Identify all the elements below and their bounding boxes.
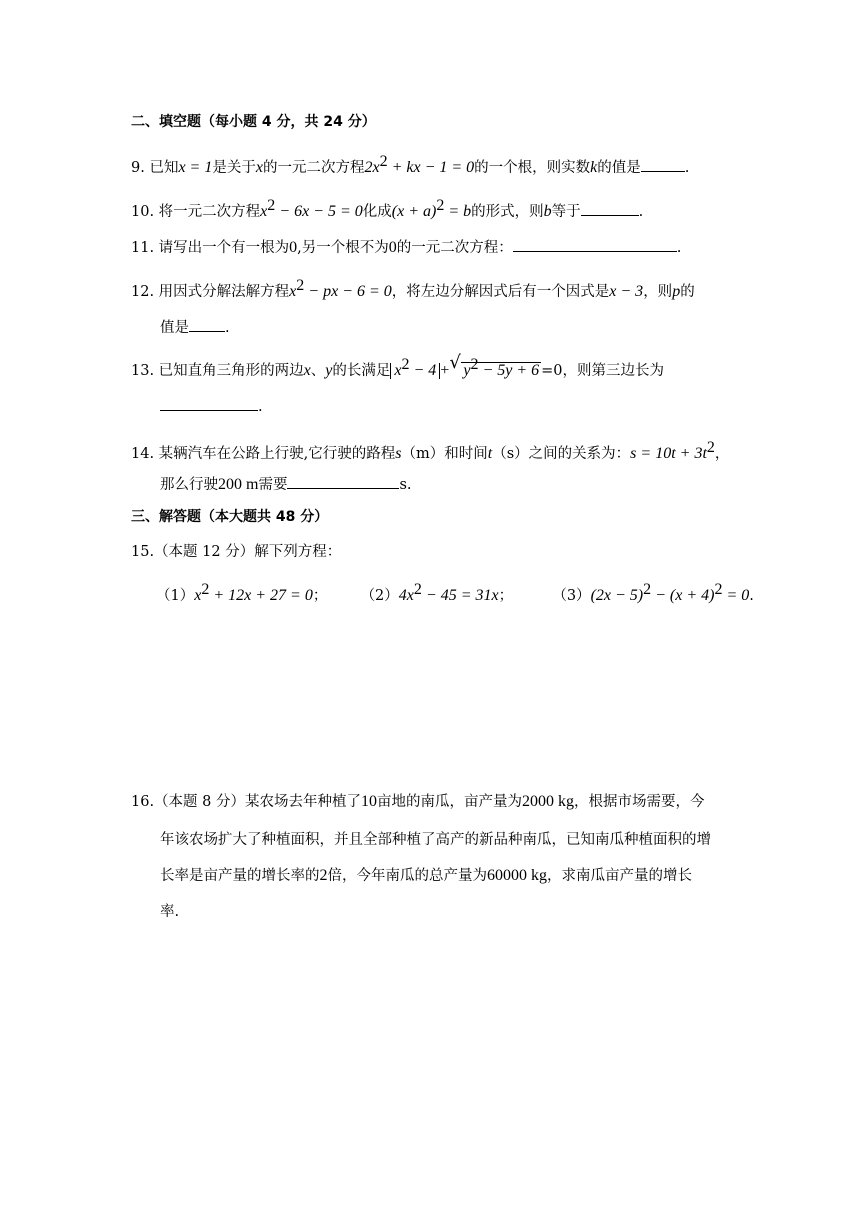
- square-root-expression: √ $y^2 - 5y + 6$: [449, 352, 540, 379]
- answer-blank[interactable]: [160, 395, 258, 411]
- answer-blank[interactable]: [513, 236, 677, 252]
- question-10: 10. 将一元二次方程$x^2 - 6x - 5 = 0$化成$(x + a)^2 = b$的形式，则b等于 .: [131, 197, 644, 220]
- absolute-value-expression: $x^2 - 4$: [390, 363, 440, 379]
- question-11: 11. 请写出一个有一根为0,另一个根不为0的一元二次方程： .: [131, 236, 681, 258]
- question-16-line-4: 率.: [160, 904, 180, 920]
- answer-blank[interactable]: [641, 156, 685, 172]
- answer-blank[interactable]: [287, 473, 399, 489]
- question-number: 10.: [131, 204, 155, 220]
- question-number: 13.: [131, 363, 155, 379]
- question-14-continuation: 那么行驶200 m需要 s.: [160, 473, 412, 495]
- answer-blank[interactable]: [189, 316, 225, 332]
- question-13: 13. 已知直角三角形的两边x、y的长满足 $x^2 - 4$ + √ $y^2 - 5y + 6 =0$，则第三边长为: [131, 352, 665, 379]
- question-16-line-2: 年该农场扩大了种植面积，并且全部种植了高产的新品种南瓜，已知南瓜种植面积的增: [160, 832, 711, 848]
- question-13-continuation: .: [160, 395, 263, 417]
- question-number: 11.: [131, 240, 155, 256]
- question-16-line-3: 长率是亩产量的增长率的2倍，今年南瓜的总产量为60000 kg，求南瓜亩产量的增长: [160, 867, 692, 884]
- question-14: 14. 某辆汽车在公路上行驶,它行驶的路程s（m）和时间t（s）之间的关系为：$s = 10t + 3t^2$，: [131, 439, 730, 462]
- question-9: 9. 已知x = 1是关于x的一元二次方程$2x^2$ + kx − 1 = 0的一个根，则实数k的值是 .: [131, 153, 690, 176]
- radical-icon: √: [449, 352, 461, 373]
- question-16: 16.（本题 8 分）某农场去年种植了10亩地的南瓜，亩产量为2000 kg，根据市场需要，今: [131, 793, 705, 810]
- question-12: 12. 用因式分解法解方程$x^2$ − px − 6 = 0，将左边分解因式后有一个因式是x − 3，则p的: [131, 277, 695, 300]
- question-15: 15.（本题 12 分）解下列方程：: [131, 544, 342, 560]
- question-number: 12.: [131, 284, 155, 300]
- section-2-title: 二、填空题（每小题 4 分，共 24 分）: [131, 114, 376, 130]
- section-3-title: 三、解答题（本大题共 48 分）: [131, 509, 329, 525]
- part-3: $(3)(2x - 5)^2 - (x + 4)^2 = 0$.: [552, 581, 754, 604]
- question-number: 9.: [131, 160, 145, 176]
- answer-blank[interactable]: [581, 200, 639, 216]
- question-15-parts: [156, 580, 754, 606]
- question-12-continuation: 值是 .: [160, 316, 230, 338]
- part-2: $(2)4x^2 - 45 = 31x$；: [360, 581, 514, 604]
- part-1: $(1)x^2 + 12x + 27 = 0$；: [156, 581, 328, 604]
- question-number: 14.: [131, 446, 155, 462]
